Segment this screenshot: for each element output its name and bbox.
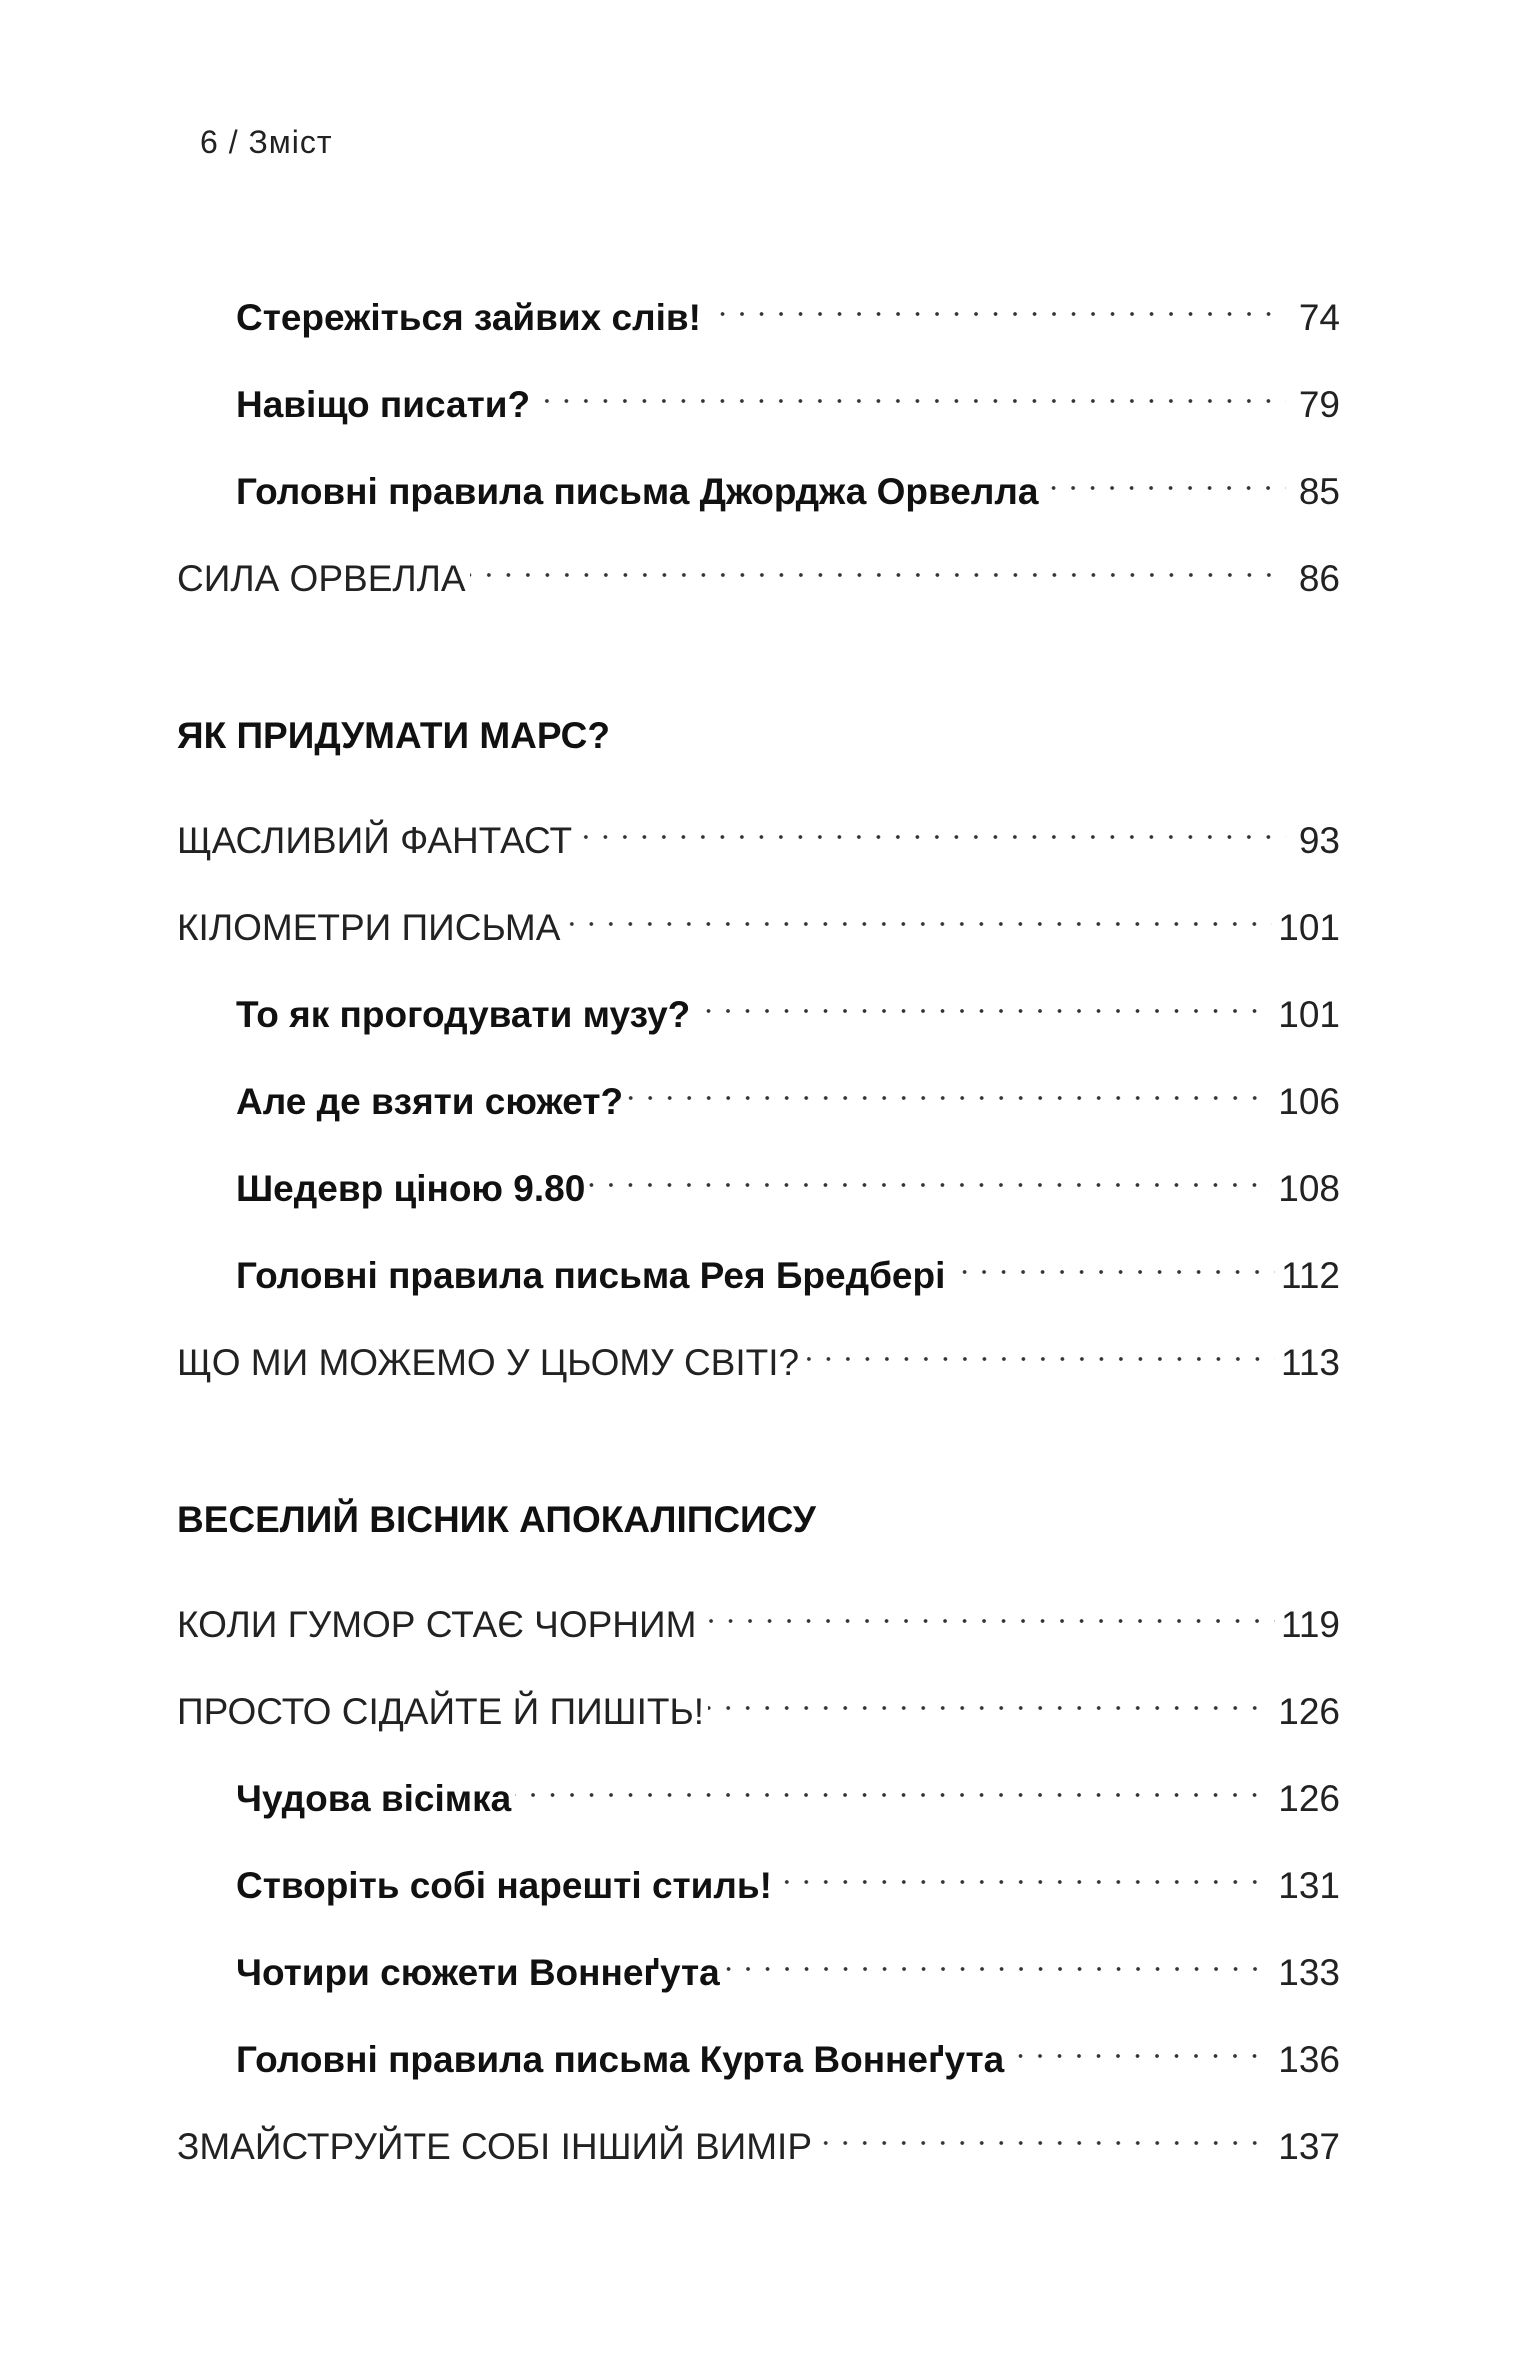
dot-leader — [515, 1751, 1272, 1811]
toc-entry-title: Створіть собі нарешті стиль! — [236, 1865, 772, 1906]
dot-leader — [700, 1577, 1275, 1637]
toc-entry-page-number: 108 — [1278, 1168, 1340, 1209]
dot-leader — [627, 1054, 1272, 1114]
toc-chapter-entry — [177, 1315, 1340, 1383]
toc-entry-page-number: 85 — [1298, 471, 1340, 512]
toc-entry-title: Чотири сюжети Воннеґута — [236, 1952, 720, 1993]
toc-entry-page-number: 137 — [1278, 2126, 1340, 2167]
toc-entry-title: Шедевр ціною 9.80 — [236, 1168, 586, 1209]
dot-leader — [724, 1925, 1273, 1985]
toc-entry-page-number: 119 — [1281, 1604, 1340, 1645]
toc-entry-title: ВЕСЕЛИЙ ВІСНИК АПОКАЛІПСИСУ — [177, 1499, 816, 1540]
toc-section-entry — [236, 270, 1340, 338]
toc-entry-title: ЯК ПРИДУМАТИ МАРС? — [177, 715, 610, 756]
dot-leader — [949, 1228, 1275, 1288]
dot-leader — [816, 2099, 1272, 2159]
toc-section-entry — [236, 1228, 1340, 1296]
toc-entry-page-number: 131 — [1278, 1865, 1340, 1906]
toc-entry-title: Головні правила письма Курта Воннеґута — [236, 2039, 1005, 2080]
toc-section-entry — [236, 2012, 1340, 2080]
toc-entry-title: ЗМАЙСТРУЙТЕ СОБІ ІНШИЙ ВИМІР — [177, 2126, 813, 2167]
toc-chapter-entry — [177, 1664, 1340, 1732]
dot-leader — [589, 1141, 1272, 1201]
toc-entry-title: Головні правила письма Рея Бредбері — [236, 1255, 946, 1296]
toc-entry-page-number: 112 — [1281, 1255, 1340, 1296]
dot-leader — [694, 967, 1272, 1027]
toc-section-entry — [236, 1054, 1340, 1122]
toc-section-entry — [236, 357, 1340, 425]
toc-entry-page-number: 74 — [1298, 297, 1340, 338]
dot-leader — [803, 1315, 1275, 1375]
toc-entry-title: Головні правила письма Джорджа Орвелла — [236, 471, 1039, 512]
toc-chapter-entry — [177, 1577, 1340, 1645]
toc-part-heading — [177, 706, 1340, 766]
toc-entry-page-number: 93 — [1298, 820, 1340, 861]
toc-section-entry — [236, 1751, 1340, 1819]
toc-section-entry — [236, 444, 1340, 512]
toc-entry-title: Навіщо писати? — [236, 384, 531, 425]
toc-entry-title: Але де взяти сюжет? — [236, 1081, 624, 1122]
toc-chapter-entry — [177, 2099, 1340, 2167]
toc-section-entry — [236, 967, 1340, 1035]
dot-leader — [1042, 444, 1286, 504]
dot-leader — [534, 357, 1286, 417]
dot-leader — [1008, 2012, 1272, 2072]
running-head: 6 / Зміст — [200, 124, 333, 160]
toc-part-heading — [177, 1490, 1340, 1550]
toc-entry-title: КОЛИ ГУМОР СТАЄ ЧОРНИМ — [177, 1604, 697, 1645]
toc-chapter-entry — [177, 531, 1340, 599]
toc-section-entry — [236, 1838, 1340, 1906]
dot-leader — [470, 531, 1286, 591]
dot-leader — [776, 1838, 1272, 1898]
toc-entry-title: ЩАСЛИВИЙ ФАНТАСТ — [177, 820, 573, 861]
toc-entry-page-number: 101 — [1278, 907, 1340, 948]
toc-entry-title: КІЛОМЕТРИ ПИСЬМА — [177, 907, 561, 948]
toc-entry-page-number: 126 — [1278, 1778, 1340, 1819]
toc-entry-page-number: 126 — [1278, 1691, 1340, 1732]
toc-entry-title: ПРОСТО СІДАЙТЕ Й ПИШІТЬ! — [177, 1691, 705, 1732]
toc-entry-page-number: 86 — [1298, 558, 1340, 599]
toc-chapter-entry — [177, 793, 1340, 861]
toc-entry-title: СИЛА ОРВЕЛЛА — [177, 558, 466, 599]
dot-leader — [705, 270, 1286, 330]
toc-entry-page-number: 101 — [1278, 994, 1340, 1035]
toc-entry-title: Чудова вісімка — [236, 1778, 512, 1819]
toc-entry-page-number: 136 — [1278, 2039, 1340, 2080]
dot-leader — [564, 880, 1272, 940]
toc-entry-page-number: 106 — [1278, 1081, 1340, 1122]
toc-entry-title: То як прогодувати музу? — [236, 994, 691, 1035]
toc-entry-page-number: 79 — [1298, 384, 1340, 425]
toc-entry-title: ЩО МИ МОЖЕМО У ЦЬОМУ СВІТІ? — [177, 1342, 800, 1383]
toc-entry-page-number: 133 — [1278, 1952, 1340, 1993]
dot-leader — [576, 793, 1286, 853]
toc-entry-title: Стережіться зайвих слів! — [236, 297, 701, 338]
toc-chapter-entry — [177, 880, 1340, 948]
dot-leader — [708, 1664, 1272, 1724]
toc-entry-page-number: 113 — [1281, 1342, 1340, 1383]
toc-section-entry — [236, 1925, 1340, 1993]
toc-section-entry — [236, 1141, 1340, 1209]
